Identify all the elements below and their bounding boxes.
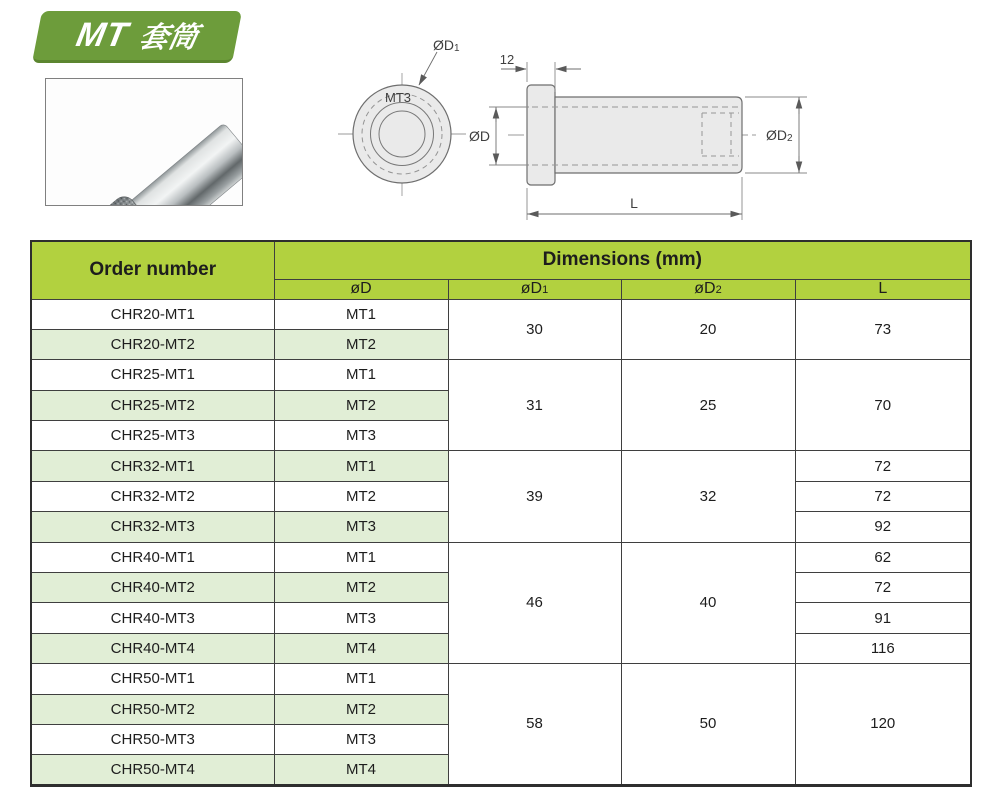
dimension-value-cell: 120 <box>795 664 971 786</box>
taper-size-cell: MT3 <box>274 603 448 633</box>
taper-size-cell: MT3 <box>274 421 448 451</box>
order-number-cell: CHR32-MT2 <box>31 481 274 511</box>
order-number-cell: CHR40-MT3 <box>31 603 274 633</box>
dimension-value-cell: 70 <box>795 360 971 451</box>
dimension-value-cell: 62 <box>795 542 971 572</box>
taper-size-cell: MT2 <box>274 481 448 511</box>
col-header-d2: øD2 <box>621 279 795 299</box>
order-number-cell: CHR50-MT4 <box>31 755 274 785</box>
product-photo <box>45 78 243 206</box>
taper-size-cell: MT4 <box>274 633 448 663</box>
body-outline <box>555 97 742 173</box>
dimension-value-cell: 25 <box>621 360 795 451</box>
table-row <box>31 299 971 329</box>
table-row <box>31 360 971 390</box>
taper-size-cell: MT1 <box>274 360 448 390</box>
dimension-value-cell: 31 <box>448 360 621 451</box>
col-header-d1: øD1 <box>448 279 621 299</box>
taper-size-cell: MT2 <box>274 573 448 603</box>
order-number-cell: CHR40-MT1 <box>31 542 274 572</box>
order-number-cell: CHR25-MT1 <box>31 360 274 390</box>
order-number-cell: CHR50-MT1 <box>31 664 274 694</box>
flange-outline <box>527 85 555 185</box>
taper-label: MT3 <box>385 90 411 105</box>
order-number-cell: CHR50-MT3 <box>31 724 274 754</box>
taper-size-cell: MT1 <box>274 542 448 572</box>
taper-size-cell: MT1 <box>274 451 448 481</box>
order-number-cell: CHR50-MT2 <box>31 694 274 724</box>
dimension-value-cell: 39 <box>448 451 621 542</box>
dimension-value-cell: 46 <box>448 542 621 664</box>
order-number-cell: CHR40-MT2 <box>31 573 274 603</box>
front-view <box>338 37 466 196</box>
order-number-cell: CHR32-MT3 <box>31 512 274 542</box>
spec-table-body <box>31 299 971 785</box>
dimension-value-cell: 20 <box>621 299 795 360</box>
dimension-value-cell: 116 <box>795 633 971 663</box>
side-view <box>469 52 807 220</box>
table-row <box>31 451 971 481</box>
spec-table <box>30 240 972 787</box>
taper-size-cell: MT3 <box>274 724 448 754</box>
product-title-badge <box>32 11 242 63</box>
dimension-value-cell: 72 <box>795 573 971 603</box>
dia-d1-label: ØD1 <box>433 37 460 54</box>
order-number-cell: CHR32-MT1 <box>31 451 274 481</box>
order-number-cell: CHR20-MT2 <box>31 329 274 359</box>
technical-drawing <box>330 28 822 230</box>
taper-size-cell: MT4 <box>274 755 448 785</box>
dimension-value-cell: 72 <box>795 481 971 511</box>
title-series-code: MT <box>73 16 132 54</box>
dimension-value-cell: 40 <box>621 542 795 664</box>
taper-size-cell: MT2 <box>274 329 448 359</box>
dimension-value-cell: 72 <box>795 451 971 481</box>
order-number-cell: CHR25-MT3 <box>31 421 274 451</box>
dimension-value-cell: 50 <box>621 664 795 786</box>
dimension-value-cell: 73 <box>795 299 971 360</box>
taper-size-cell: MT1 <box>274 664 448 694</box>
dim-length <box>527 177 742 220</box>
order-number-header: Order number <box>31 241 274 299</box>
product-photo-art <box>46 79 242 205</box>
col-header-d: øD <box>274 279 448 299</box>
dimension-value-cell: 30 <box>448 299 621 360</box>
taper-size-cell: MT2 <box>274 694 448 724</box>
dimension-value-cell: 32 <box>621 451 795 542</box>
dimensions-header: Dimensions (mm) <box>274 241 971 279</box>
title-cjk-label: 套筒 <box>136 22 201 54</box>
taper-size-cell: MT1 <box>274 299 448 329</box>
spec-table-section <box>30 240 972 787</box>
sleeve-cylinder <box>73 107 242 205</box>
order-number-cell: CHR20-MT1 <box>31 299 274 329</box>
table-row <box>31 542 971 572</box>
order-number-cell: CHR40-MT4 <box>31 633 274 663</box>
col-header-l: L <box>795 279 971 299</box>
length-label: L <box>630 195 638 211</box>
flange-width-value: 12 <box>499 52 515 67</box>
taper-size-cell: MT2 <box>274 390 448 420</box>
table-row <box>31 664 971 694</box>
dia-d-label: ØD <box>469 128 490 144</box>
dia-d2-label: ØD2 <box>766 127 793 144</box>
taper-size-cell: MT3 <box>274 512 448 542</box>
order-number-cell: CHR25-MT2 <box>31 390 274 420</box>
dim-bore-diameter <box>469 107 529 165</box>
dimension-value-cell: 92 <box>795 512 971 542</box>
dimension-value-cell: 91 <box>795 603 971 633</box>
dimension-value-cell: 58 <box>448 664 621 786</box>
